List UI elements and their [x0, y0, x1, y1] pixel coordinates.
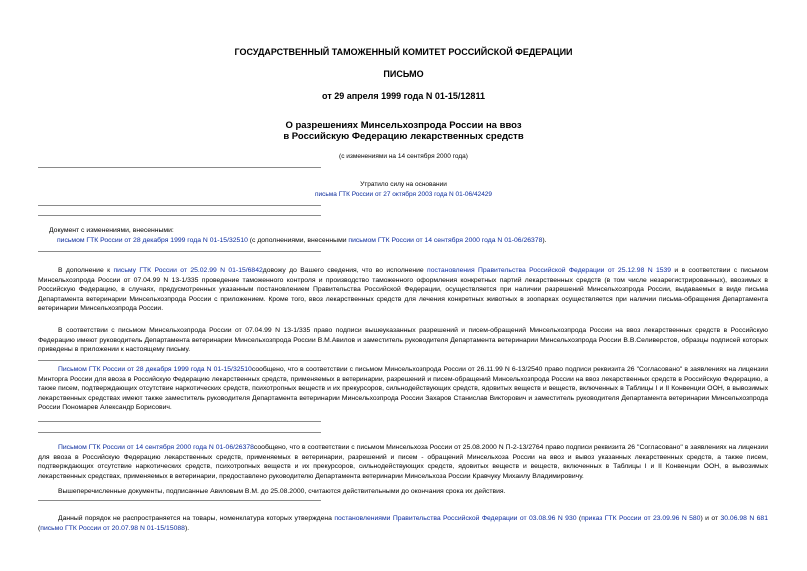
changes-mid: (с дополнениями, внесенными [247, 237, 349, 244]
divider [38, 500, 321, 501]
p4-text: сообщено, что в соответствии с письмом Минсельхоза России от 25.08.2000 N П-2-13/2764 право подписи реквизита 26 "Согласовано" в заявлениях на лицензии для ввоза в Российскую Федерацию лекарственных средств, применяемых в ветеринарии, разрешений и писем - обращений Минсельхоза России на ввоз и вывоз указанных лекарственных средств, а также писем, подтверждающих отсутствие наркотических средств, психотропных веществ и их прекурсоров, сильнодействующих средств, ядовитых веществ и веществ, включенных в Таблицы I и II Конвенции ООН, в вывозимых лекарственных средствах, применяемых в ветеринарии, предоставлено руководителю Департамента ветеринарии Минсельхоза России Кравчуку Михаилу Владимировичу. [38, 444, 769, 480]
document-title-line-1: О разрешениях Минсельхозпрода России на ввоз [285, 120, 522, 131]
p5-text-c: ) и от [700, 515, 721, 522]
document-type: ПИСЬМО [383, 69, 424, 79]
letter-32510-link[interactable]: Письмом ГТК России от 28 декабря 1999 года N 01-15/32510 [58, 366, 252, 373]
amendment-note: (с изменениями на 14 сентября 2000 года) [339, 153, 468, 160]
paragraph-4 [38, 443, 768, 481]
p5-text-d: ( [38, 524, 41, 532]
changes-label: Документ с изменениями, внесенными: [49, 227, 174, 234]
divider [38, 421, 321, 422]
repeal-document-link[interactable]: письма ГТК России от 27 октября 2003 года N 01-06/42429 [314, 191, 493, 198]
paragraph-5 [38, 514, 768, 533]
p1-text-a: В дополнение к [58, 267, 114, 274]
document-title-line-2: в Российскую Федерацию лекарственных средств [283, 131, 524, 142]
order-580-link[interactable]: приказ ГТК России от 23.09.96 N 580 [581, 515, 701, 522]
p1-text-c: и в соответствии с письмом Минсельхозпрода России от 07.04.99 N 13-1/335 проведение таможенного контроля и производство таможенного оформления конкретных партий лекарственных средств (в том числе незарегистрированных), ввозимых в Российскую Федерацию, в случаях, предусмотренных указанным постановлением Правительства Российской Федерации, осуществляется при наличии разрешений Минсельхозпрода России, выдаваемых в виде письма Департамента ветеринарии Минсельхозпрода России с приложением. Кроме того, ввоз лекарственных средств для лечения конкретных животных в зоопарках осуществляется при наличии письма-обращения Департамента ветеринарии Минсельхозпрода России. [38, 267, 768, 313]
paragraph-1 [38, 266, 768, 314]
p3-text: сообщено, что в соответствии с письмом Минсельхозпрода России от 26.11.99 N 6-13/2540 право подписи реквизита 26 "Согласовано" в заявлениях на лицензии Минторга России для ввоза в Российскую Федерацию лекарственных средств, применяемых в ветеринарии, разрешений и писем-обращений Минсельхозпрода России на ввоз лекарственных средств в Российскую Федерацию, а также писем, подтверждающих отсутствие наркотических средств, психотропных веществ и их прекурсоров, сильнодействующих средств, ядовитых веществ и веществ, включенных в Таблицы I и II Конвенции ООН, в вывозимых лекарственных средствах имеют также заместитель руководителя Департамента ветеринарии Минсельхозпрода России Захаров Станислав Викторович и заместитель руководителя Департамента ветеринарии Минсельхозпрода России Пономарев Александр Борисович. [38, 366, 768, 412]
p5-text-b: ( [576, 515, 582, 522]
p5-text-a: Данный порядок не распространяется на товары, номенклатура которых утверждена [58, 515, 335, 522]
divider [38, 432, 321, 433]
changes-list [57, 236, 547, 245]
divider [38, 205, 321, 206]
p1-text-b: довожу до Вашего сведения, что во исполнение [262, 267, 428, 274]
paragraph-2: В соответствии с письмом Минсельхозпрода России от 07.04.99 N 13-1/335 право подписи вышеуказанных разрешений и писем-обращений Минсельхозпрода России на ввоз лекарственных средств в Российскую Федерацию имеют руководитель Департамента ветеринарии Минсельхозпрода России В.М.Авилов и заместитель руководителя Департамента ветеринарии Минсельхозпрода России В.В.Селиверстов, образцы подписей которых приведены в приложении к настоящему письму. [38, 327, 768, 354]
resolution-930-link[interactable]: постановлениями Правительства Российской Федерации от 03.08.96 N 930 [334, 515, 577, 522]
status-text: Утратило силу на основании [360, 181, 447, 188]
letter-15088-link[interactable]: письмо ГТК России от 20.07.98 N 01-15/15088 [40, 524, 185, 532]
divider [38, 167, 321, 168]
agency-heading: ГОСУДАРСТВЕННЫЙ ТАМОЖЕННЫЙ КОМИТЕТ РОССИЙСКОЙ ФЕДЕРАЦИИ [234, 47, 573, 57]
paragraph-3 [38, 365, 768, 413]
amendment-link-1[interactable]: письмом ГТК России от 28 декабря 1999 года N 01-15/32510 [57, 237, 248, 244]
changes-end: ). [542, 237, 547, 244]
letter-26378-link[interactable]: Письмом ГТК России от 14 сентября 2000 года N 01-06/26378 [58, 444, 254, 451]
amendment-link-2[interactable]: письмом ГТК России от 14 сентября 2000 года N 01-06/26378 [348, 237, 543, 244]
resolution-681-link[interactable]: 30.06.98 N 681 [720, 515, 768, 522]
p5-text-e: ). [184, 524, 190, 532]
divider [38, 215, 321, 216]
status-source [0, 191, 807, 198]
paragraph-4-note: Вышеперечисленные документы, подписанные Авиловым В.М. до 25.08.2000, считаются действительными до окончания срока их действия. [58, 488, 506, 495]
divider [38, 251, 321, 252]
letter-6842-link[interactable]: письму ГТК России от 25.02.99 N 01-15/6842 [113, 267, 263, 274]
document-date-number: от 29 апреля 1999 года N 01-15/12811 [322, 91, 485, 101]
divider [38, 360, 321, 361]
resolution-1539-link[interactable]: постановления Правительства Российской Федерации от 25.12.98 N 1539 [427, 267, 672, 274]
